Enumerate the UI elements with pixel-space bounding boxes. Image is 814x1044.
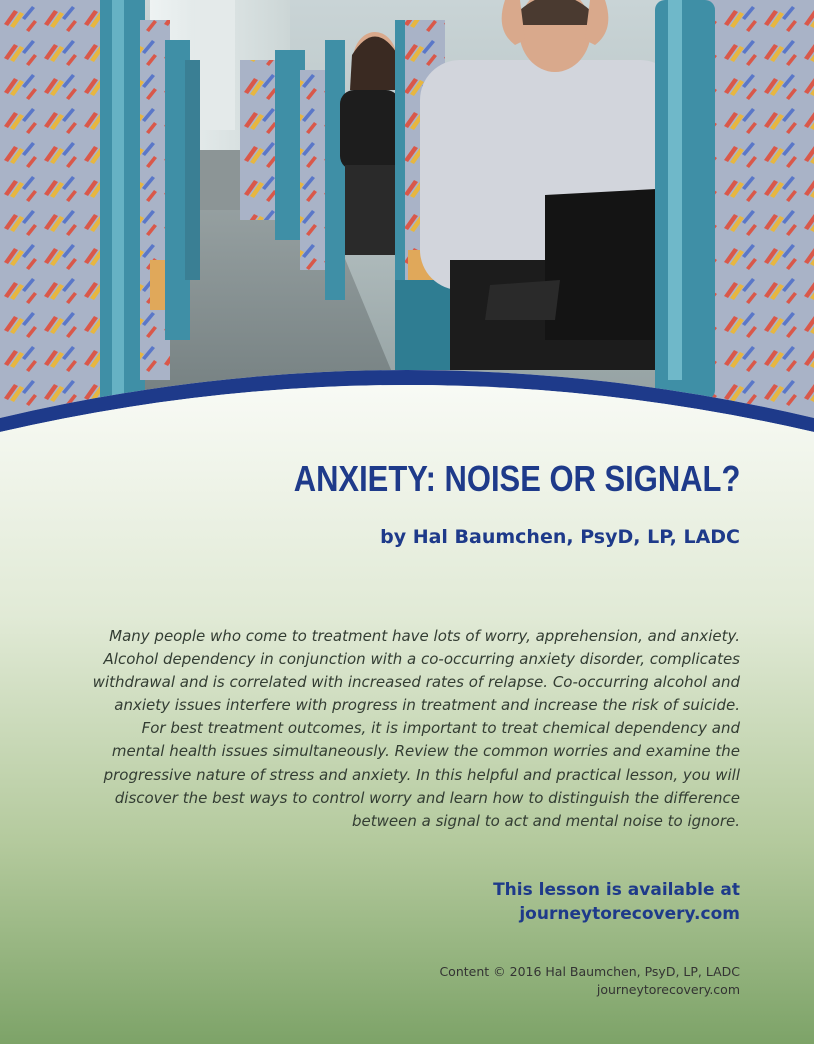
article-title: ANXIETY: NOISE OR SIGNAL? xyxy=(293,458,740,499)
website-link[interactable]: journeytorecovery.com xyxy=(519,904,740,924)
article-abstract: Many people who come to treatment have lots of worry, apprehension, and anxiety. Alcohol dependency in conjunction with a co-occurring anxiety disorder, complicates withdrawal and is correlated with increased rates of relapse. Co-occurring alcohol and anxiety issues interfere with progress in treatment and increase the risk of suicide. For best treatment outcomes, it is important to treat chemical dependency and mental health issues simultaneously. Review the common worries and examine the progressive nature of stress and anxiety. In this helpful and practical lesson, you will discover the best ways to control worry and learn how to distinguish the difference between a signal to act and mental noise to ignore. xyxy=(92,627,740,830)
availability-note xyxy=(493,878,740,926)
availability-line: This lesson is available at xyxy=(493,880,740,900)
page-footer xyxy=(439,963,740,999)
footer-website: journeytorecovery.com xyxy=(596,982,740,997)
article-byline: by Hal Baumchen, PsyD, LP, LADC xyxy=(380,526,740,548)
copyright-notice: Content © 2016 Hal Baumchen, PsyD, LP, LADC xyxy=(439,964,740,979)
